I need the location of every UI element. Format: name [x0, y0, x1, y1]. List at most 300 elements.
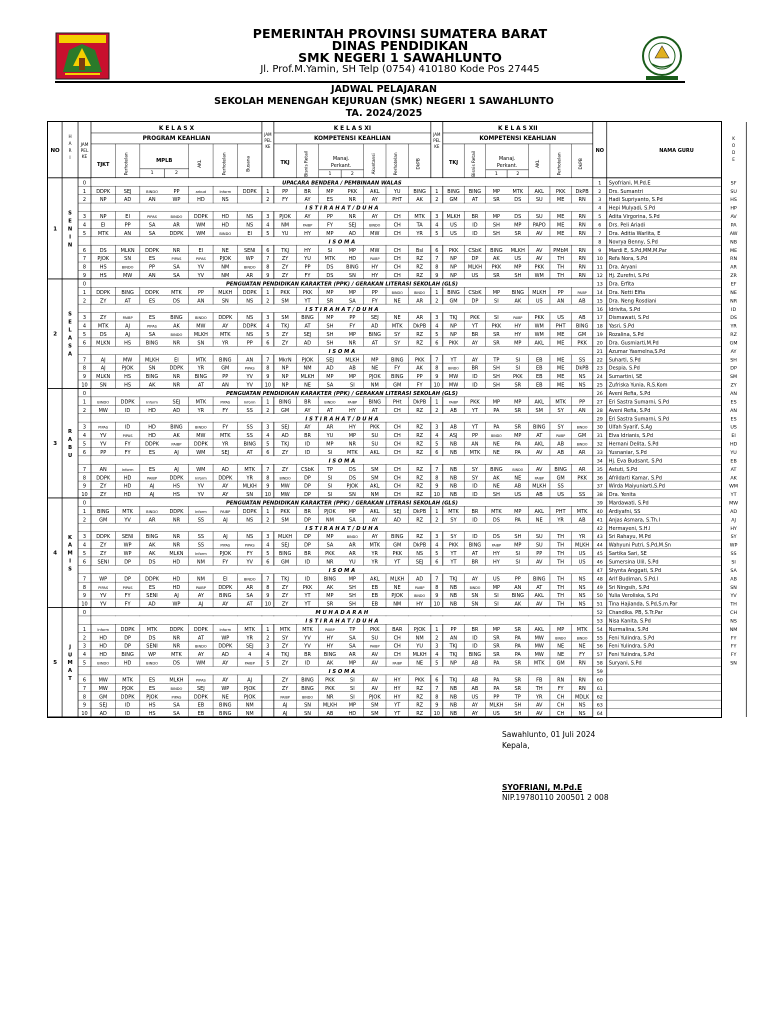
- xii-cell: HY: [514, 332, 522, 339]
- teacher-no: 63: [596, 703, 603, 709]
- xi-cell: NP: [281, 382, 289, 389]
- teacher-name: Drs. Sumantri: [608, 188, 644, 195]
- xii-cell: BING: [575, 323, 589, 330]
- xi-cell: SH: [348, 601, 356, 608]
- xii-cell: CH: [557, 702, 565, 709]
- jam3-number: 7: [435, 576, 439, 583]
- xii-cell: NP: [450, 332, 457, 339]
- xi-cell: SU: [371, 635, 379, 642]
- xii-cell: ID: [472, 635, 478, 642]
- xii-cell: PKK: [448, 542, 459, 549]
- xii-cell: ID: [472, 643, 478, 650]
- teacher-code: CH: [730, 611, 738, 617]
- xii-cell: SN: [471, 601, 479, 608]
- xii-cell: PKK: [534, 264, 544, 271]
- xii-cell: RN: [578, 273, 586, 280]
- xi-cell: FY: [416, 382, 423, 389]
- x-cell: MTK: [122, 508, 133, 515]
- jam-number: 2: [82, 635, 87, 642]
- xii-cell: BR: [471, 214, 479, 221]
- x-cell: SEJ: [196, 685, 205, 692]
- jam-number: 9: [82, 483, 87, 490]
- x-cell: ZY: [99, 483, 107, 490]
- xii-cell: US: [535, 298, 543, 305]
- xi-cell: SA: [349, 635, 356, 642]
- xii-cell: ID: [472, 492, 478, 499]
- jam3-number: 3: [435, 315, 439, 322]
- x-cell: BINDO: [243, 577, 256, 582]
- xii-cell: MP: [514, 399, 522, 406]
- xii-cell: US: [514, 492, 522, 499]
- x-cell: Inform: [195, 552, 207, 557]
- xi-cell: MLKH: [345, 357, 360, 364]
- teacher-name: Yasri, S.Pd: [608, 323, 635, 330]
- xi-cell: ID: [304, 576, 311, 583]
- xi-cell: TP: [349, 626, 356, 633]
- xi-cell: ZY: [281, 593, 289, 600]
- teacher-code: NM: [729, 627, 738, 633]
- xii-cell: SI: [515, 357, 521, 364]
- teacher-no: 5: [598, 215, 602, 221]
- xi-cell: RZ: [416, 340, 424, 347]
- xi-cell: SI: [327, 483, 333, 490]
- xi-cell: SI: [350, 694, 355, 701]
- xii-cell: SH: [514, 273, 522, 280]
- x-cell: BING: [121, 289, 134, 296]
- xii-cell: SR: [514, 677, 522, 684]
- x-cell: DDPK: [169, 626, 184, 633]
- xii-cell: TH: [557, 542, 565, 549]
- xii-cell: BING: [468, 652, 482, 659]
- xi-cell: NM: [393, 601, 402, 608]
- day-letter: I: [69, 558, 72, 565]
- xii-cell: NE: [514, 475, 522, 482]
- xi-cell: CH: [393, 475, 401, 482]
- jam-number: 9: [82, 702, 87, 709]
- teacher-no: 34: [596, 459, 603, 465]
- xii-cell: US: [450, 222, 457, 229]
- x-cell: BING: [219, 702, 232, 709]
- jam-number: 6: [82, 677, 87, 684]
- x-cell: DS: [148, 559, 156, 566]
- x-cell: DS: [172, 660, 180, 667]
- x-cell: AT: [246, 601, 253, 608]
- xi-cell: AT: [371, 407, 378, 414]
- x-cell: NP: [99, 214, 107, 221]
- jam3-number: 10: [433, 601, 440, 608]
- xii-cell: SY: [450, 534, 457, 541]
- xii-cell: NP: [450, 256, 457, 263]
- header-no-guru: NO: [595, 147, 604, 154]
- x-cell: DP: [124, 559, 132, 566]
- x-cell: ES: [148, 298, 156, 305]
- xii-cell: MLKH: [532, 483, 547, 490]
- x-cell: ZY: [99, 492, 107, 499]
- x-cell: NS: [246, 222, 254, 229]
- teacher-code: AY: [730, 349, 737, 355]
- x-cell: ZY: [99, 298, 107, 305]
- xi-cell: BR: [304, 652, 311, 659]
- x-cell: PIPAS: [195, 257, 206, 262]
- x-cell: AN: [246, 357, 254, 364]
- xi-cell: PKK: [370, 424, 380, 431]
- jam3-number: 3: [435, 534, 439, 541]
- xi-cell: SI: [327, 449, 333, 456]
- teacher-no: 31: [596, 434, 603, 440]
- x-cell: DDPK: [120, 399, 135, 406]
- col-sub1-xi: 1: [328, 171, 332, 177]
- xii-cell: SS: [578, 357, 586, 364]
- x-cell: 4: [248, 652, 252, 659]
- xi-cell: ZY: [281, 584, 289, 591]
- x-cell: AJ: [149, 492, 155, 499]
- x-cell: EB: [197, 711, 205, 718]
- x-cell: HD: [172, 559, 181, 566]
- xii-cell: EB: [535, 374, 543, 381]
- xii-cell: SU: [535, 197, 543, 204]
- xi-cell: BING: [390, 374, 404, 381]
- xii-cell: MLKH: [446, 214, 461, 221]
- jam-number: 2: [82, 197, 87, 204]
- jam3-number: 3: [435, 214, 439, 221]
- agency-name: DINAS PENDIDIKAN: [331, 38, 469, 53]
- header-jam2: PEL: [264, 137, 272, 143]
- x-cell: NS: [246, 214, 254, 221]
- xi-cell: RZ: [416, 492, 424, 499]
- xi-cell: YV: [304, 643, 311, 650]
- day-number: 5: [53, 660, 58, 667]
- xi-cell: PAIBP: [370, 257, 380, 262]
- jam-number: 5: [82, 660, 87, 667]
- xi-cell: PJOK: [324, 508, 336, 515]
- xii-cell: NB: [449, 601, 458, 608]
- x-cell: HS: [99, 264, 107, 271]
- jam3-number: 7: [435, 256, 439, 263]
- teacher-name: Sumartini, SE: [608, 374, 643, 381]
- xi-cell: BING: [413, 188, 426, 195]
- day-letter: L: [68, 327, 72, 334]
- x-cell: MTK: [195, 357, 207, 364]
- x-cell: HS: [124, 382, 132, 389]
- xii-cell: ME: [556, 222, 565, 229]
- jam3-number: 9: [435, 374, 439, 381]
- xii-cell: AK: [493, 256, 500, 263]
- x-cell: AY: [222, 677, 229, 684]
- xi-cell: BING: [323, 652, 337, 659]
- jam-number: 9: [82, 374, 87, 381]
- xi-cell: AR: [348, 551, 356, 558]
- teacher-code: TH: [730, 602, 737, 608]
- xii-cell: AV: [535, 702, 543, 709]
- x-cell: BINDO: [146, 661, 158, 666]
- xii-cell: NP: [450, 264, 457, 271]
- xii-cell: PAIBP: [534, 476, 544, 481]
- jam-number: 6: [82, 247, 87, 254]
- xii-cell: SR: [514, 660, 522, 667]
- teacher-no: 39: [596, 501, 603, 507]
- xii-cell: MP: [492, 626, 501, 633]
- day-letter: S: [68, 311, 72, 318]
- jam2-number: 7: [266, 357, 270, 364]
- col-perhotelan-x: Perhotelan: [124, 152, 130, 176]
- xi-cell: PAIBP: [280, 695, 290, 700]
- jam3-number: 1: [435, 399, 439, 406]
- xii-cell: AK: [493, 475, 500, 482]
- teacher-code: AT: [730, 467, 737, 473]
- xii-cell: MP: [492, 188, 501, 195]
- xii-cell: MTK: [576, 626, 588, 633]
- teacher-no: 45: [596, 552, 603, 558]
- day-letter: E: [68, 319, 72, 326]
- xi-cell: FY: [371, 298, 378, 305]
- x-cell: BINDO: [170, 686, 183, 691]
- x-cell: DP: [124, 635, 132, 642]
- x-cell: AD: [221, 652, 229, 659]
- xi-cell: BING: [368, 332, 382, 339]
- xii-cell: NP: [450, 660, 457, 667]
- teacher-code: AK: [730, 476, 737, 482]
- xi-cell: AY: [371, 517, 378, 524]
- xii-cell: BING: [468, 188, 482, 195]
- teacher-no: 26: [596, 392, 603, 398]
- col-akl-xii: AKL: [536, 159, 542, 168]
- xii-cell: NE: [557, 652, 565, 659]
- jam3-number: 1: [435, 289, 439, 296]
- span-row: I S O M A: [328, 567, 356, 574]
- xii-cell: SN: [471, 593, 479, 600]
- teacher-code: SM: [730, 375, 738, 381]
- x-cell: BINDO: [194, 644, 207, 649]
- xi-cell: SA: [326, 542, 334, 549]
- jam-number: 1: [82, 399, 87, 406]
- teacher-no: 17: [596, 316, 603, 322]
- xii-cell: AKL: [534, 340, 544, 347]
- xii-cell: AY: [471, 340, 478, 347]
- xii-cell: PMbM: [553, 247, 569, 254]
- xii-cell: SI: [494, 593, 499, 600]
- xi-cell: HY: [393, 677, 401, 684]
- xi-cell: SI: [327, 247, 333, 254]
- jam-number: 5: [82, 230, 87, 237]
- xii-cell: PKK: [577, 475, 587, 482]
- x-cell: MW: [196, 433, 206, 440]
- xii-cell: PAIBP: [448, 400, 459, 405]
- x-cell: WP: [99, 576, 108, 583]
- xi-cell: MLKH: [300, 374, 315, 381]
- x-cell: PIPAS: [147, 324, 157, 329]
- x-cell: MW: [98, 677, 108, 684]
- xi-cell: SA: [349, 517, 356, 524]
- xi-cell: CH: [393, 441, 401, 448]
- xi-cell: NE: [416, 660, 424, 667]
- teacher-code: SN: [730, 661, 737, 667]
- jam3-number: 8: [435, 694, 439, 701]
- x-cell: FY: [222, 559, 229, 566]
- xi-cell: NE: [304, 382, 311, 389]
- jam-number: 4: [82, 652, 87, 659]
- xi-cell: BR: [304, 508, 311, 515]
- xii-cell: FY: [579, 652, 586, 659]
- teacher-code: NB: [730, 240, 737, 246]
- teacher-code: ZY: [730, 383, 737, 389]
- xi-cell: MTK: [324, 256, 336, 263]
- xii-cell: AV: [535, 256, 543, 263]
- xi-cell: MLKH: [412, 652, 427, 659]
- jam3-number: 2: [435, 635, 439, 642]
- xii-cell: GM: [556, 660, 565, 667]
- xi-cell: MP: [371, 357, 379, 364]
- teacher-no: 59: [596, 670, 603, 676]
- x-cell: NM: [196, 559, 205, 566]
- jam2-number: 2: [266, 197, 270, 204]
- xi-cell: BR: [304, 433, 311, 440]
- xi-cell: SM: [281, 517, 289, 524]
- teacher-code: RZ: [730, 333, 737, 339]
- xi-cell: PAIBP: [370, 644, 380, 649]
- jam3-number: 8: [435, 475, 439, 482]
- xii-cell: BING: [490, 466, 503, 473]
- jam-number: 8: [82, 475, 87, 482]
- x-cell: HD: [99, 643, 107, 650]
- xii-cell: BING: [533, 424, 546, 431]
- xi-cell: CSbK: [300, 466, 315, 473]
- x-cell: AD: [221, 466, 229, 473]
- x-cell: AR: [173, 222, 180, 229]
- xii-cell: AKL: [534, 399, 544, 406]
- teacher-no: 9: [598, 248, 602, 254]
- x-cell: NR: [172, 534, 181, 541]
- teacher-code: SI: [731, 560, 736, 566]
- x-cell: SN: [99, 382, 107, 389]
- teacher-no: 23: [596, 366, 603, 372]
- jam-number: 7: [82, 256, 87, 263]
- xi-cell: SH: [326, 340, 334, 347]
- xii-cell: SR: [493, 273, 500, 280]
- doc-year: TA. 2024/2025: [345, 108, 423, 119]
- teacher-code: ZR: [730, 274, 737, 280]
- x-cell: ZY: [99, 315, 107, 322]
- teacher-no: 47: [596, 568, 603, 574]
- xi-cell: PKK: [280, 508, 290, 515]
- xi-cell: PHT: [392, 197, 403, 204]
- x-cell: AK: [148, 551, 156, 558]
- xi-cell: MP: [326, 289, 334, 296]
- x-cell: MTK: [244, 626, 255, 633]
- xi-cell: GM: [393, 542, 402, 549]
- x-cell: AY: [197, 652, 204, 659]
- jam3-number: 5: [435, 551, 439, 558]
- xii-cell: SI: [494, 601, 499, 608]
- x-cell: NE: [221, 247, 229, 254]
- span-row: I S T I R A H A T / D U H A: [305, 205, 379, 212]
- xi-cell: BINDO: [369, 223, 381, 228]
- xi-cell: AKL: [370, 576, 380, 583]
- teacher-name: Dra. Aditia Warlita, E: [608, 230, 661, 237]
- xi-cell: BING: [390, 534, 404, 541]
- xii-cell: AB: [535, 492, 543, 499]
- xii-cell: TKJ: [449, 652, 458, 659]
- xi-cell: SM: [281, 298, 289, 305]
- jam2-number: 1: [266, 289, 270, 296]
- teacher-no: 42: [596, 526, 603, 532]
- xi-cell: AKL: [370, 483, 380, 490]
- x-cell: DDPK: [218, 475, 233, 482]
- xi-cell: YR: [416, 230, 423, 237]
- teacher-no: 37: [596, 484, 603, 490]
- xi-cell: TA: [416, 222, 423, 229]
- teacher-no: 62: [596, 695, 603, 701]
- xii-cell: NB: [449, 492, 458, 499]
- teacher-code: AD: [730, 509, 738, 515]
- xii-cell: AT: [536, 433, 543, 440]
- xii-cell: YT: [450, 551, 457, 558]
- x-cell: PAIBP: [244, 661, 255, 666]
- xi-cell: SA: [349, 298, 356, 305]
- span-row: I S T I R A H A T / D U H A: [305, 525, 379, 532]
- xii-cell: TH: [557, 601, 565, 608]
- xi-cell: AY: [371, 534, 378, 541]
- x-cell: BINDO: [170, 215, 183, 220]
- xii-cell: SH: [514, 711, 522, 718]
- x-cell: PIPAS: [171, 257, 182, 262]
- xi-cell: YT: [394, 559, 401, 566]
- x-cell: BING: [170, 424, 183, 431]
- jam3-number: 4: [435, 433, 439, 440]
- xi-cell: BINDO: [301, 695, 314, 700]
- xi-cell: MW: [370, 230, 380, 237]
- xi-cell: PKK: [370, 626, 380, 633]
- day-letter: R: [68, 429, 73, 436]
- doc-title: JADWAL PELAJARAN: [331, 84, 437, 95]
- x-cell: AJ: [125, 323, 131, 330]
- x-cell: HD: [148, 424, 156, 431]
- xii-cell: PA: [514, 652, 521, 659]
- x-cell: AN: [197, 298, 205, 305]
- teacher-no: 3: [598, 198, 602, 204]
- xii-cell: NB: [449, 694, 458, 701]
- xi-cell: DS: [348, 475, 356, 482]
- jam2-number: 1: [266, 626, 270, 633]
- xi-cell: AY: [304, 424, 311, 431]
- teacher-no: 12: [596, 274, 603, 280]
- xi-cell: SEJ: [281, 424, 289, 431]
- jam-number: 2: [82, 298, 87, 305]
- x-cell: PAIBP: [122, 316, 133, 321]
- xi-cell: DP: [304, 517, 311, 524]
- xii-cell: RN: [578, 197, 586, 204]
- jam3-number: 4: [435, 323, 439, 330]
- x-cell: HS: [173, 483, 180, 490]
- teacher-name: Dra. Erfita: [608, 281, 635, 288]
- xi-cell: CH: [393, 230, 401, 237]
- header-jam3: JAM: [433, 131, 441, 137]
- xii-cell: NB: [449, 711, 458, 718]
- xi-cell: RZ: [416, 441, 424, 448]
- x-cell: PIPAS: [220, 400, 231, 405]
- x-cell: ID: [124, 407, 131, 414]
- xii-cell: TH: [557, 256, 565, 263]
- jam-number: 6: [82, 340, 87, 347]
- jam2-number: 8: [266, 584, 270, 591]
- xii-cell: TH: [557, 551, 565, 558]
- xii-cell: RN: [578, 677, 586, 684]
- xii-cell: AV: [535, 466, 543, 473]
- xii-cell: MDLK: [575, 694, 590, 701]
- xi-cell: SR: [326, 601, 334, 608]
- xii-cell: ME: [556, 382, 565, 389]
- jam2-number: 6: [266, 559, 270, 566]
- xi-cell: TKJ: [281, 652, 289, 659]
